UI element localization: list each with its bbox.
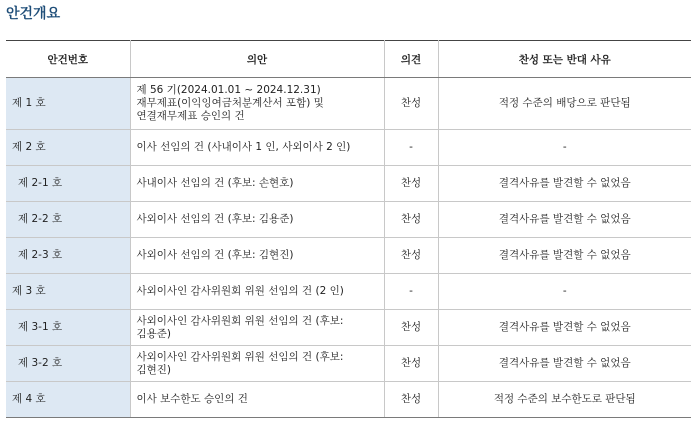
agenda-number: 제 3-2 호 <box>6 346 130 382</box>
agenda-table <box>6 40 691 418</box>
agenda-title <box>130 274 384 310</box>
agenda-title-line: 김용준) <box>136 327 172 340</box>
agenda-title <box>130 130 384 166</box>
agenda-title <box>130 310 384 346</box>
table-row <box>6 166 691 202</box>
agenda-opinion: 찬성 <box>384 202 438 238</box>
agenda-title <box>130 202 384 238</box>
table-header-row <box>6 41 691 78</box>
agenda-opinion: 찬성 <box>384 78 438 130</box>
agenda-reason: 결격사유를 발견할 수 없었음 <box>438 202 691 238</box>
agenda-opinion: 찬성 <box>384 166 438 202</box>
table-row <box>6 238 691 274</box>
table-row <box>6 310 691 346</box>
agenda-title-line: 사외이사 선임의 건 (후보: 김용준) <box>136 213 294 225</box>
agenda-number: 제 1 호 <box>6 78 130 130</box>
table-row <box>6 382 691 418</box>
agenda-number: 제 4 호 <box>6 382 130 418</box>
agenda-title <box>130 78 384 130</box>
agenda-number: 제 2-2 호 <box>6 202 130 238</box>
agenda-title-line: 사외이사인 감사위원회 위원 선임의 건 (후보: <box>136 350 344 363</box>
table-row <box>6 346 691 382</box>
header-agenda-number: 안건번호 <box>6 41 130 78</box>
agenda-title-line: 김현진) <box>136 363 172 376</box>
agenda-title-line: 사외이사 선임의 건 (후보: 김현진) <box>136 249 294 261</box>
agenda-reason: 결격사유를 발견할 수 없었음 <box>438 346 691 382</box>
agenda-reason: - <box>438 130 691 166</box>
agenda-opinion: - <box>384 130 438 166</box>
agenda-title <box>130 346 384 382</box>
agenda-title <box>130 382 384 418</box>
agenda-title-line: 재무제표(이익잉여금처분계산서 포함) 및 <box>136 97 324 109</box>
agenda-number: 제 2-1 호 <box>6 166 130 202</box>
table-row <box>6 78 691 130</box>
agenda-opinion: 찬성 <box>384 238 438 274</box>
header-reason: 찬성 또는 반대 사유 <box>438 41 691 78</box>
agenda-number: 제 2-3 호 <box>6 238 130 274</box>
agenda-title-line: 이사 보수한도 승인의 건 <box>136 393 248 405</box>
agenda-reason: 결격사유를 발견할 수 없었음 <box>438 238 691 274</box>
agenda-reason: 결격사유를 발견할 수 없었음 <box>438 310 691 346</box>
agenda-title <box>130 166 384 202</box>
agenda-opinion: - <box>384 274 438 310</box>
header-opinion: 의견 <box>384 41 438 78</box>
agenda-number: 제 3-1 호 <box>6 310 130 346</box>
agenda-reason: - <box>438 274 691 310</box>
agenda-opinion: 찬성 <box>384 382 438 418</box>
table-row <box>6 202 691 238</box>
agenda-number: 제 3 호 <box>6 274 130 310</box>
agenda-title <box>130 238 384 274</box>
agenda-title-line: 사내이사 선임의 건 (후보: 손현호) <box>136 177 294 189</box>
agenda-opinion: 찬성 <box>384 310 438 346</box>
table-row <box>6 274 691 310</box>
agenda-title-line: 사외이사인 감사위원회 위원 선임의 건 (후보: <box>136 314 344 327</box>
agenda-title-line: 이사 선임의 건 (사내이사 1 인, 사외이사 2 인) <box>136 141 351 153</box>
agenda-number: 제 2 호 <box>6 130 130 166</box>
agenda-opinion: 찬성 <box>384 346 438 382</box>
table-row <box>6 130 691 166</box>
agenda-title-line: 연결재무제표 승인의 건 <box>136 110 245 122</box>
agenda-reason: 적정 수준의 배당으로 판단됨 <box>438 78 691 130</box>
page-title: 안건개요 <box>6 6 61 22</box>
agenda-reason: 적정 수준의 보수한도로 판단됨 <box>438 382 691 418</box>
agenda-title-line: 사외이사인 감사위원회 위원 선임의 건 (2 인) <box>136 285 344 297</box>
header-agenda: 의안 <box>130 41 384 78</box>
agenda-title-line: 제 56 기(2024.01.01 ~ 2024.12.31) <box>136 84 321 96</box>
agenda-reason: 결격사유를 발견할 수 없었음 <box>438 166 691 202</box>
